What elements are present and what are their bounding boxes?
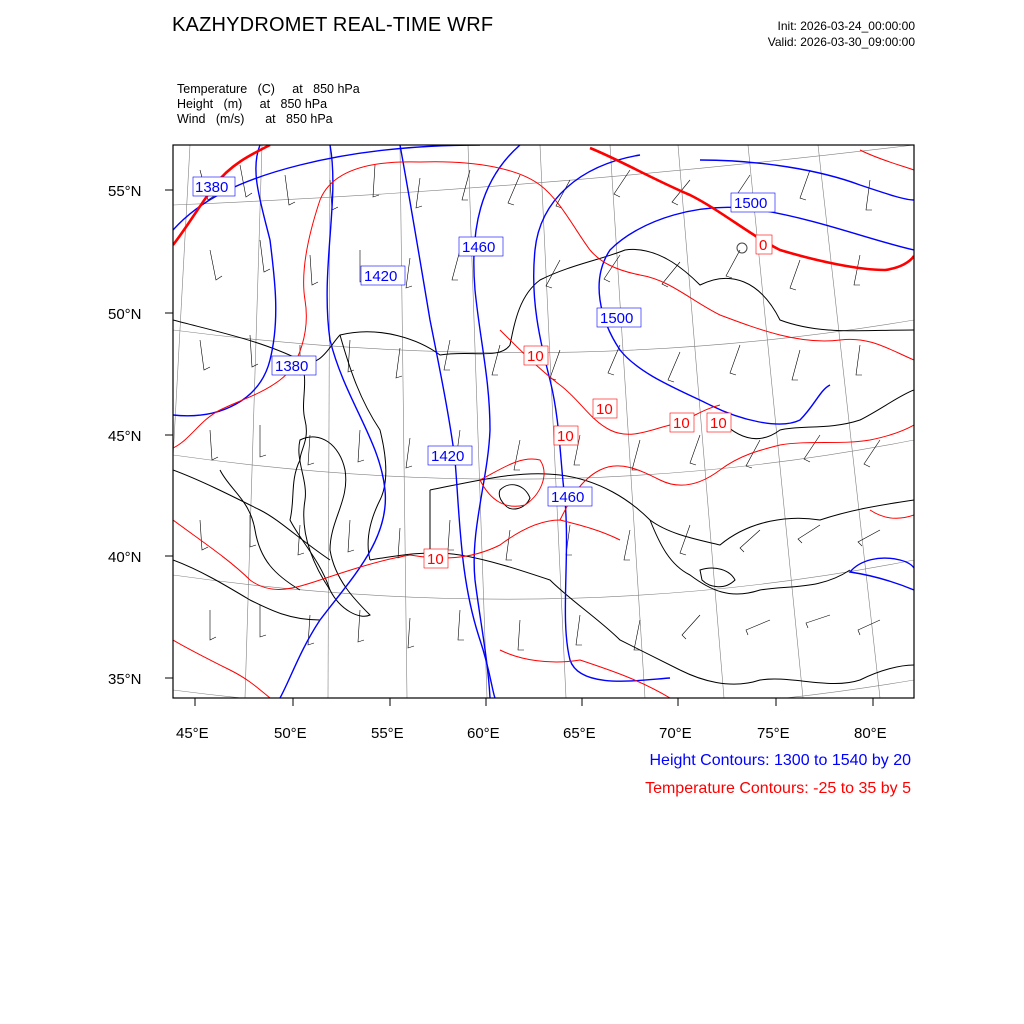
height-label-1500-center: 1500 [600,310,634,327]
lon-tick-75: 75°E [757,725,790,742]
temp-label-10-d: 10 [673,415,690,432]
map-layers [160,145,914,713]
zero-isotherm [173,145,914,270]
temp-label-10-e: 10 [710,415,727,432]
height-label-1420-north: 1420 [364,268,398,285]
lon-tick-50: 50°E [274,725,307,742]
temp-label-10-b: 10 [596,401,613,418]
lat-tick-55: 55°N [108,183,142,200]
lon-tick-80: 80°E [854,725,887,742]
height-label-1460-north: 1460 [462,239,496,256]
lat-tick-35: 35°N [108,671,142,688]
wind-barbs [200,165,880,650]
height-label-1460-south: 1460 [551,489,585,506]
height-label-1380-west: 1380 [275,358,309,375]
field-wind: Wind (m/s) at 850 hPa [177,112,333,126]
lon-tick-55: 55°E [371,725,404,742]
chart-title: KAZHYDROMET REAL-TIME WRF [172,14,494,36]
temp-label-0: 0 [759,237,768,254]
city-marker-icon [737,243,747,253]
lat-tick-50: 50°N [108,306,142,323]
temp-label-10-a: 10 [527,348,544,365]
lat-tick-45: 45°N [108,428,142,445]
temp-label-10-c: 10 [557,428,574,445]
init-time: Init: 2026-03-24_00:00:00 [777,19,915,33]
height-label-1380-nw: 1380 [195,179,229,196]
height-contour-legend: Height Contours: 1300 to 1540 by 20 [649,752,911,769]
temp-label-10-f: 10 [427,551,444,568]
lon-tick-45: 45°E [176,725,209,742]
water-bodies [299,437,735,616]
field-temperature: Temperature (C) at 850 hPa [177,82,360,96]
temperature-contours [173,150,914,698]
field-height: Height (m) at 850 hPa [177,97,328,111]
lat-tick-40: 40°N [108,549,142,566]
height-label-1500-ne: 1500 [734,195,768,212]
graticule [160,145,914,713]
temperature-contour-legend: Temperature Contours: -25 to 35 by 5 [645,780,911,797]
valid-time: Valid: 2026-03-30_09:00:00 [767,35,915,49]
lon-tick-70: 70°E [659,725,692,742]
temperature-contour-labels [424,235,772,568]
lon-tick-65: 65°E [563,725,596,742]
height-label-1420-south: 1420 [431,448,465,465]
height-contour-labels [193,177,775,506]
lon-tick-60: 60°E [467,725,500,742]
